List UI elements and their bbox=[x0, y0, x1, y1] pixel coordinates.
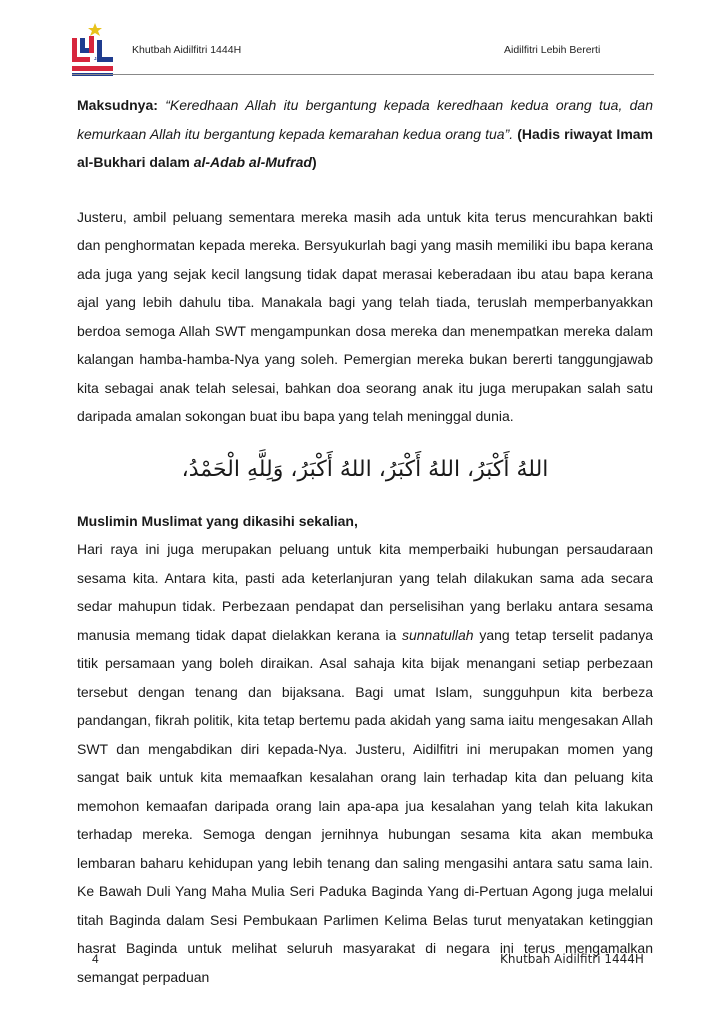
arabic-takbir: اللهُ أَكْبَرُ، اللهُ أَكْبَرُ، اللهُ أَكْبَرُ، وَلِلَّهِ الْحَمْدُ، bbox=[181, 457, 549, 482]
footer-title: Khutbah Aidilfitri 1444H bbox=[500, 952, 644, 966]
header-right-title: Aidilfitri Lebih Bererti bbox=[504, 44, 601, 56]
hadith-source-suffix: ) bbox=[311, 154, 317, 170]
page-body bbox=[77, 91, 653, 991]
sunnatullah-term: sunnatullah bbox=[401, 626, 474, 643]
hadith-quote: “Keredhaan Allah itu bergantung kepada keredhaan kedua orang tua, dan kemurkaan Allah itu bergantung kepada kemarahan kedua orang tua”. bbox=[77, 97, 653, 142]
section-heading: Muslimin Muslimat yang dikasihi sekalian, bbox=[77, 512, 358, 529]
paragraph-hadith-meaning bbox=[77, 91, 653, 177]
page-header bbox=[0, 14, 724, 74]
header-divider bbox=[72, 74, 654, 75]
hadith-source-prefix: (Hadis riwayat Imam al-Bukhari dalam bbox=[77, 125, 654, 170]
brotherhood-text-part1: Hari raya ini juga merupakan peluang untuk kita memperbaiki hubungan persaudaraan sesama kita. Antara kita, pasti ada keterlanjuran yang telah dilakukan sama ada secara sedar mahupun tidak. Perbezaan pendapat dan perselisihan yang berlaku antara sesama manusia memang tidak dapat dielakkan kerana ia bbox=[77, 541, 653, 643]
paragraph-parents: Justeru, ambil peluang sementara mereka masih ada untuk kita terus mencurahkan bakti dan penghormatan kepada mereka. Bersyukurlah bagi yang masih memiliki ibu bapa kerana ada juga yang sejak kecil langsung tidak dapat merasai keberadaan ibu atau bapa kerana ajal yang lebih dahulu tiba. Manakala bagi yang telah tiada, teruslah memperbanyakkan berdoa semoga Allah SWT mengampunkan dosa mereka dan menempatkan mereka dalam kalangan hamba-hamba-Nya yang soleh. Pemergian mereka bukan bererti tanggungjawab kita sebagai anak telah selesai, bahkan doa seorang anak itu juga merupakan salah satu daripada amalan sokongan buat ibu bapa yang telah meninggal dunia. bbox=[77, 208, 653, 424]
logo-text: JAKIM bbox=[94, 56, 109, 61]
paragraph-brotherhood bbox=[77, 535, 653, 991]
hadith-source-book: al-Adab al-Mufrad bbox=[193, 154, 312, 170]
meaning-label: Maksudnya: bbox=[77, 97, 158, 113]
jakim-logo-icon bbox=[70, 22, 116, 80]
header-left-title: Khutbah Aidilfitri 1444H bbox=[132, 44, 242, 56]
page-number: 4 bbox=[92, 952, 99, 966]
brotherhood-text-part2: yang tetap terselit padanya titik persamaan yang boleh diraikan. Asal sahaja kita bijak menangani setiap perbezaan tersebut dengan tenang dan bijaksana. Bagi umat Islam, sungguhpun kita berbeza pandangan, fikrah politik, kita tetap bertemu pada akidah yang sama iaitu mengesakan Allah SWT dan mengabdikan diri kepada-Nya. Justeru, Aidilfitri ini merupakan momen yang sangat baik untuk kita memaafkan kesalahan orang lain terhadap kita dan peluang kita memohon kemaafan daripada orang lain apa-apa jua kesalahan yang telah kita lakukan terhadap mereka. Semoga dengan jernihnya hubungan sesama kita akan membuka lembaran baharu kehidupan yang lebih tenang dan saling mengasihi antara satu sama lain. Ke Bawah Duli Yang Maha Mulia Seri Paduka Baginda Yang di-Pertuan Agong juga melalui titah Baginda dalam Sesi Pembukaan Parlimen Kelima Belas turut menyatakan ketinggian hasrat Baginda untuk melihat seluruh masyarakat di negara ini terus mengamalkan semangat perpaduan bbox=[77, 626, 653, 985]
